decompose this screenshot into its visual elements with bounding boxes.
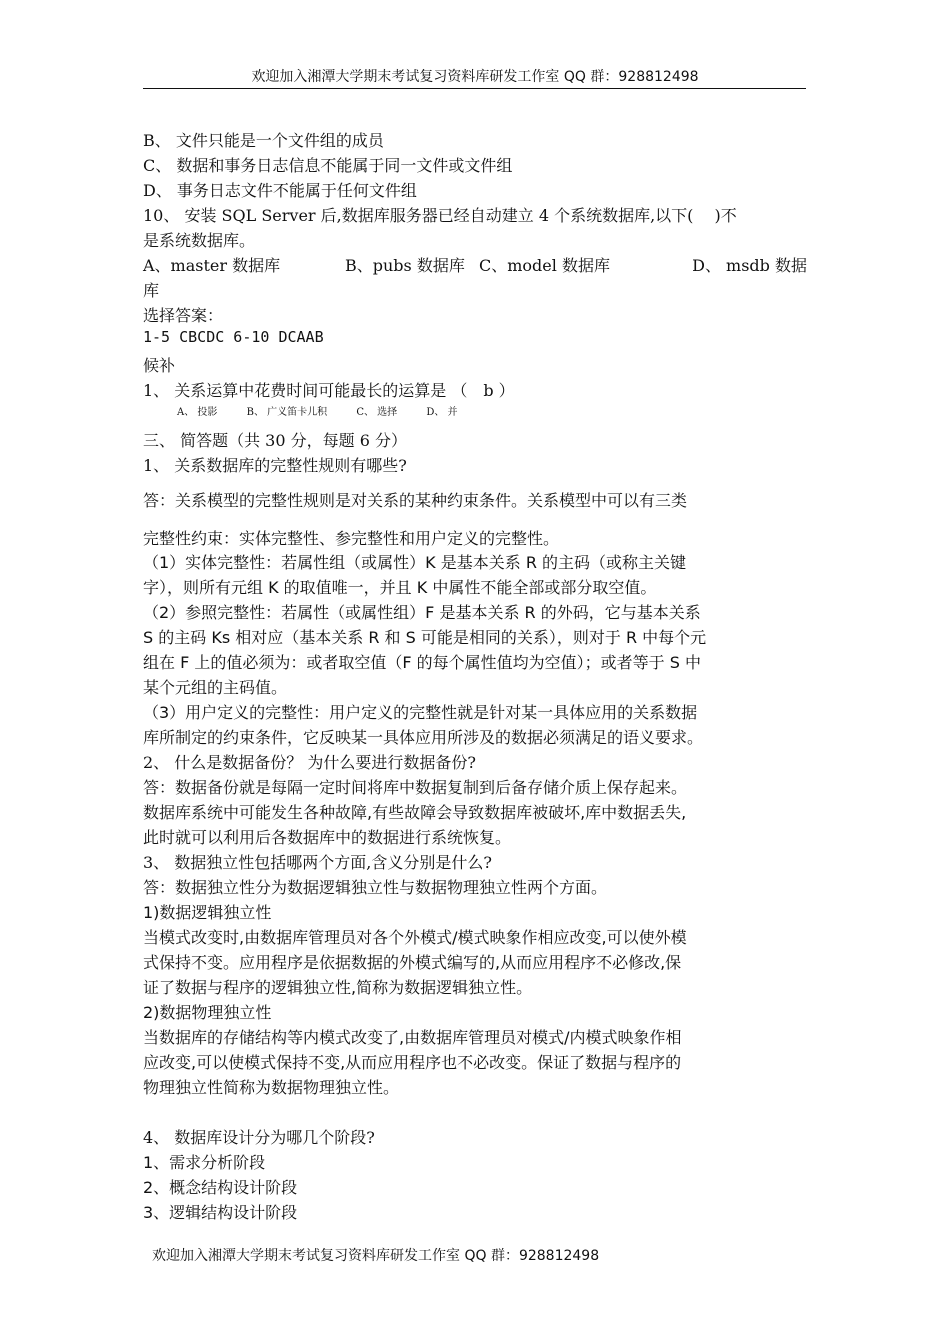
page-header: 欢迎加入湘潭大学期末考试复习资料库研发工作室 QQ 群：928812498 — [251, 69, 699, 85]
short-a3-line-3: 当模式改变时,由数据库管理员对各个外模式/模式映象作相应改变,可以使外模 — [143, 928, 687, 947]
short-a1-line-1: 答：关系模型的完整性规则是对关系的某种约束条件。关系模型中可以有三类 — [143, 491, 688, 510]
supp-option-d: D、 并 — [426, 407, 458, 418]
short-a1-line-2: 完整性约束：实体完整性、参完整性和用户定义的完整性。 — [143, 529, 560, 548]
short-a4-line-2: 2、概念结构设计阶段 — [143, 1178, 298, 1197]
question-10-line-2: 是系统数据库。 — [143, 231, 256, 250]
page-footer: 欢迎加入湘潭大学期末考试复习资料库研发工作室 QQ 群：928812498 — [152, 1248, 600, 1264]
short-a1-line-9: （3）用户定义的完整性：用户定义的完整性就是针对某一具体应用的关系数据 — [143, 703, 698, 722]
header-rule — [143, 88, 806, 89]
short-q4: 4、 数据库设计分为哪几个阶段? — [143, 1128, 375, 1147]
short-q3: 3、 数据独立性包括哪两个方面,含义分别是什么? — [143, 853, 492, 872]
short-a1-line-10: 库所制定的约束条件，它反映某一具体应用所涉及的数据必须满足的语义要求。 — [143, 728, 704, 747]
short-a3-line-5: 证了数据与程序的逻辑独立性,简称为数据逻辑独立性。 — [143, 978, 533, 997]
question-10-line-1: 10、 安装 SQL Server 后,数据库服务器已经自动建立 4 个系统数据库,以下( )不 — [143, 206, 737, 225]
short-a4-line-3: 3、逻辑结构设计阶段 — [143, 1203, 298, 1222]
short-a3-line-2: 1)数据逻辑独立性 — [143, 903, 272, 922]
answer-keys: 1-5 CBCDC 6-10 DCAAB — [143, 328, 324, 346]
question-10-tail: 库 — [143, 281, 160, 300]
q10-option-c: C、model 数据库 — [479, 256, 610, 275]
q10-option-b: B、pubs 数据库 — [345, 256, 465, 275]
short-a1-line-7: 组在 F 上的值必须为：或者取空值（F 的每个属性值均为空值）；或者等于 S 中 — [143, 653, 701, 672]
short-a1-line-5: （2）参照完整性：若属性（或属性组）F 是基本关系 R 的外码，它与基本关系 — [143, 603, 701, 622]
option-c-line: C、 数据和事务日志信息不能属于同一文件或文件组 — [143, 156, 513, 175]
short-q1: 1、 关系数据库的完整性规则有哪些? — [143, 456, 407, 475]
supplement-question-1: 1、 关系运算中花费时间可能最长的运算是 （ b ） — [143, 381, 515, 400]
short-a2-line-3: 此时就可以利用后各数据库中的数据进行系统恢复。 — [143, 828, 512, 847]
option-b-line: B、 文件只能是一个文件组的成员 — [143, 131, 384, 150]
short-a1-line-3: （1）实体完整性：若属性组（或属性）K 是基本关系 R 的主码（或称主关键 — [143, 553, 687, 572]
short-a3-line-6: 2)数据物理独立性 — [143, 1003, 272, 1022]
supplement-label: 候补 — [143, 356, 176, 375]
short-a3-line-4: 式保持不变。应用程序是依据数据的外模式编写的,从而应用程序不必修改,保 — [143, 953, 682, 972]
short-a4-line-1: 1、需求分析阶段 — [143, 1153, 266, 1172]
short-a1-line-4: 字），则所有元组 K 的取值唯一，并且 K 中属性不能全部或部分取空值。 — [143, 578, 657, 597]
short-a2-line-2: 数据库系统中可能发生各种故障,有些故障会导致数据库被破坏,库中数据丢失, — [143, 803, 687, 822]
short-a3-line-8: 应改变,可以使模式保持不变,从而应用程序也不必改变。保证了数据与程序的 — [143, 1053, 682, 1072]
supp-option-a: A、 投影 — [177, 407, 218, 418]
answers-title: 选择答案： — [143, 306, 224, 325]
question-10-options — [143, 253, 807, 276]
short-a2-line-1: 答：数据备份就是每隔一定时间将库中数据复制到后备存储介质上保存起来。 — [143, 778, 688, 797]
short-q2: 2、 什么是数据备份？ 为什么要进行数据备份? — [143, 753, 476, 772]
short-a1-line-6: S 的主码 Ks 相对应（基本关系 R 和 S 可能是相同的关系），则对于 R 中每个元 — [143, 628, 707, 647]
supp-option-b: B、 广义笛卡儿积 — [246, 407, 328, 418]
q10-option-d: D、 msdb 数据 — [692, 256, 807, 275]
supplement-options — [177, 403, 841, 418]
section-3-title: 三、 简答题（共 30 分，每题 6 分） — [143, 431, 407, 450]
short-a3-line-9: 物理独立性简称为数据物理独立性。 — [143, 1078, 400, 1097]
q10-option-a: A、master 数据库 — [143, 256, 281, 275]
option-d-line: D、 事务日志文件不能属于任何文件组 — [143, 181, 417, 200]
short-a1-line-8: 某个元组的主码值。 — [143, 678, 288, 697]
supp-option-c: C、 选择 — [356, 407, 398, 418]
short-a3-line-7: 当数据库的存储结构等内模式改变了,由数据库管理员对模式/内模式映象作相 — [143, 1028, 682, 1047]
short-a3-line-1: 答：数据独立性分为数据逻辑独立性与数据物理独立性两个方面。 — [143, 878, 608, 897]
